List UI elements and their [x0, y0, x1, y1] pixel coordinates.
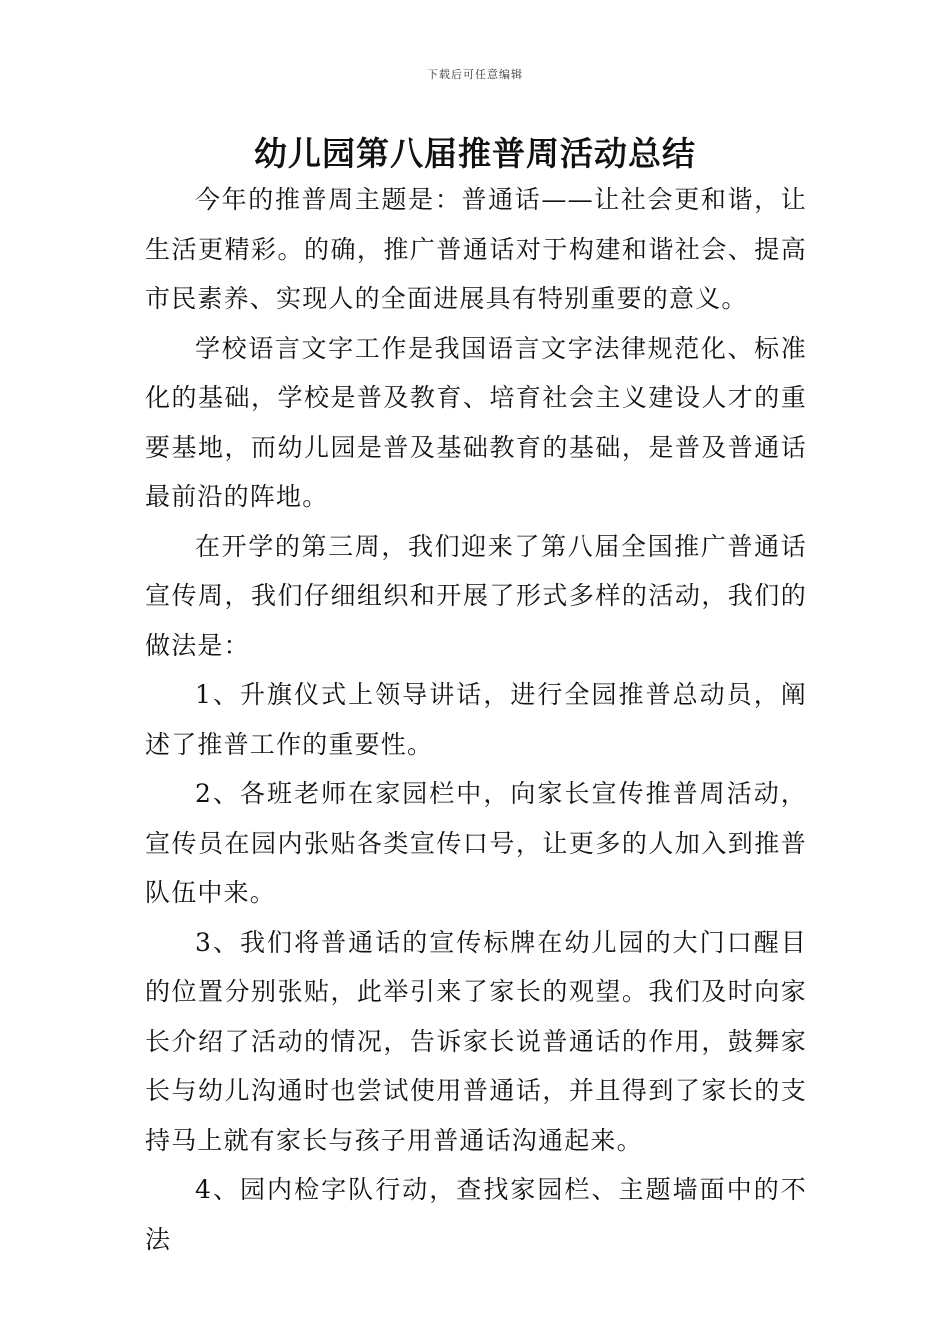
- list-item-4: 4、园内检字队行动，查找家园栏、主题墙面中的不法: [145, 1175, 807, 1254]
- document-body: [145, 175, 807, 1264]
- paragraph-school-language: 学校语言文字工作是我国语言文字法律规范化、标准化的基础，学校是普及教育、培育社会主义建设人才的重要基地，而幼儿园是普及基础教育的基础，是普及普通话最前沿的阵地。: [145, 333, 807, 511]
- list-item-1: 1、升旗仪式上领导讲话，进行全园推普总动员，阐述了推普工作的重要性。: [145, 680, 807, 759]
- paragraph-theme: 今年的推普周主题是：普通话——让社会更和谐，让生活更精彩。的确，推广普通话对于构建和谐社会、提高市民素养、实现人的全面进展具有特别重要的意义。: [145, 185, 807, 313]
- list-item-2: 2、各班老师在家园栏中，向家长宣传推普周活动，宣传员在园内张贴各类宣传口号，让更多的人加入到推普队伍中来。: [145, 779, 807, 907]
- header-note: 下载后可任意编辑: [427, 68, 523, 81]
- paragraph-promotion-week: 在开学的第三周，我们迎来了第八届全国推广普通话宣传周，我们仔细组织和开展了形式多样的活动，我们的做法是：: [145, 531, 807, 660]
- document-title: 幼儿园第八届推普周活动总结: [254, 134, 696, 173]
- list-item-3: 3、我们将普通话的宣传标牌在幼儿园的大门口醒目的位置分别张贴，此举引来了家长的观望。我们及时向家长介绍了活动的情况，告诉家长说普通话的作用，鼓舞家长与幼儿沟通时也尝试使用普通话，并且得到了家长的支持马上就有家长与孩子用普通话沟通起来。: [145, 927, 807, 1155]
